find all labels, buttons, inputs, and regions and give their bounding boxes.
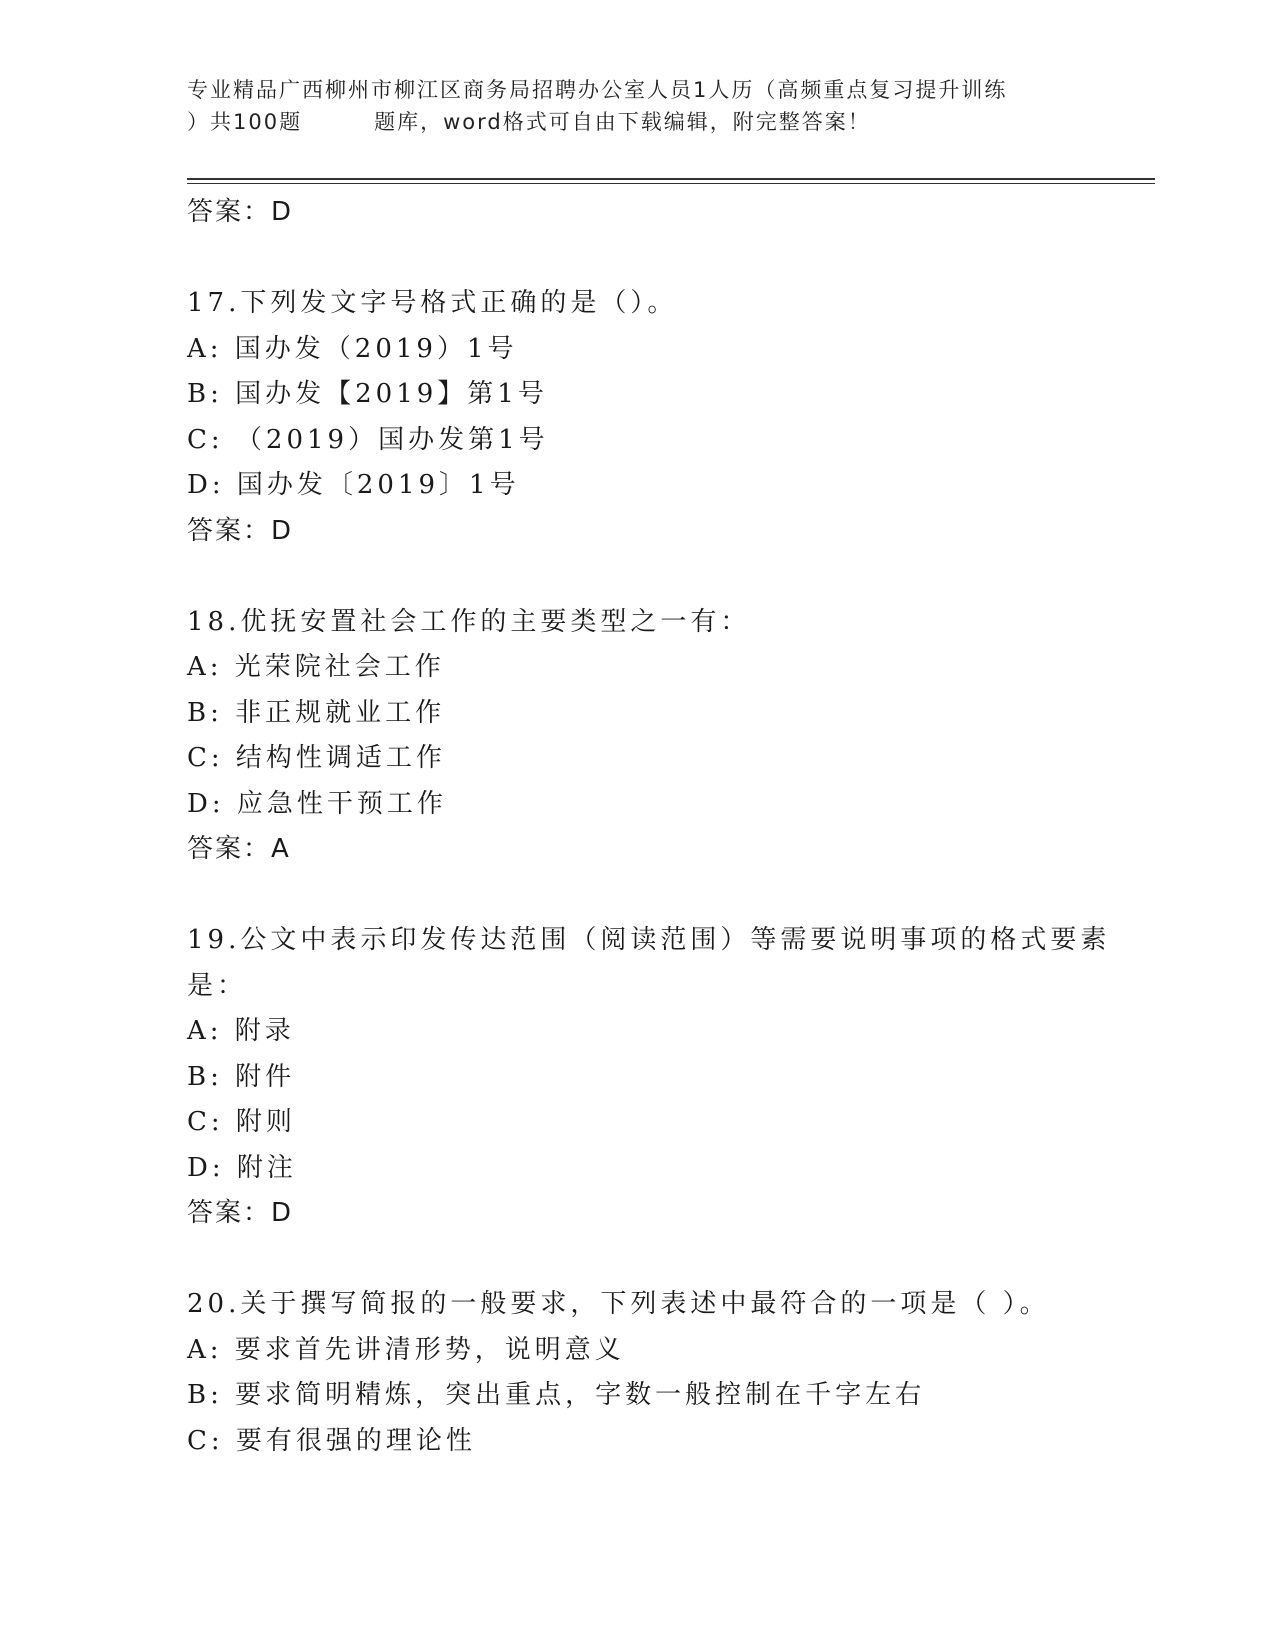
question-19-stem-line-2: 是：: [187, 970, 248, 1001]
page-header: [187, 74, 1087, 138]
question-20-option-a: A: 要求首先讲清形势，说明意义: [187, 1334, 625, 1365]
question-18-stem: 18.优抚安置社会工作的主要类型之一有：: [187, 606, 751, 637]
question-19-option-c: C: 附则: [187, 1107, 296, 1137]
question-18-option-c: C: 结构性调适工作: [187, 743, 446, 773]
question-18-answer: 答案：A: [187, 834, 291, 864]
question-19-stem-line-1: 19.公文中表示印发传达范围（阅读范围）等需要说明事项的格式要素: [187, 925, 1111, 955]
question-20-stem: 20.关于撰写简报的一般要求，下列表述中最符合的一项是（ ）。: [187, 1289, 1050, 1319]
question-19-answer: 答案：D: [187, 1198, 294, 1228]
header-rule-thick: [187, 178, 1155, 180]
question-17-stem: 17.下列发文字号格式正确的是（）。: [187, 288, 678, 318]
question-18-option-d: D: 应急性干预工作: [187, 788, 447, 819]
question-19-option-b: B: 附件: [187, 1061, 296, 1092]
question-20-option-b: B: 要求简明精炼，突出重点，字数一般控制在千字左右: [187, 1380, 926, 1410]
question-17-answer: 答案：D: [187, 515, 294, 546]
question-18-option-b: B: 非正规就业工作: [187, 697, 446, 728]
question-content: [187, 190, 1111, 1464]
question-17-option-c: C: （2019）国办发第1号: [187, 424, 549, 455]
question-17-option-d: D: 国办发〔2019〕1号: [187, 470, 520, 500]
header-rule-thin: [187, 183, 1155, 184]
question-18-option-a: A: 光荣院社会工作: [187, 652, 445, 682]
question-19-option-a: A: 附录: [187, 1016, 295, 1046]
header-title-line-1: 专业精品广西柳州市柳江区商务局招聘办公室人员1人历（高频重点复习提升训练: [187, 78, 1008, 102]
header-title-line-2: [187, 106, 1087, 138]
header-title-part-b: 题库，word格式可自由下载编辑，附完整答案！: [374, 110, 871, 134]
question-17-option-b: B: 国办发【2019】第1号: [187, 379, 548, 409]
question-20-option-c: C: 要有很强的理论性: [187, 1425, 476, 1456]
previous-answer: 答案：D: [187, 197, 294, 227]
question-17-option-a: A: 国办发（2019）1号: [187, 333, 518, 364]
header-title-part-a: ）共100题: [187, 110, 303, 134]
question-19-option-d: D: 附注: [187, 1152, 297, 1183]
